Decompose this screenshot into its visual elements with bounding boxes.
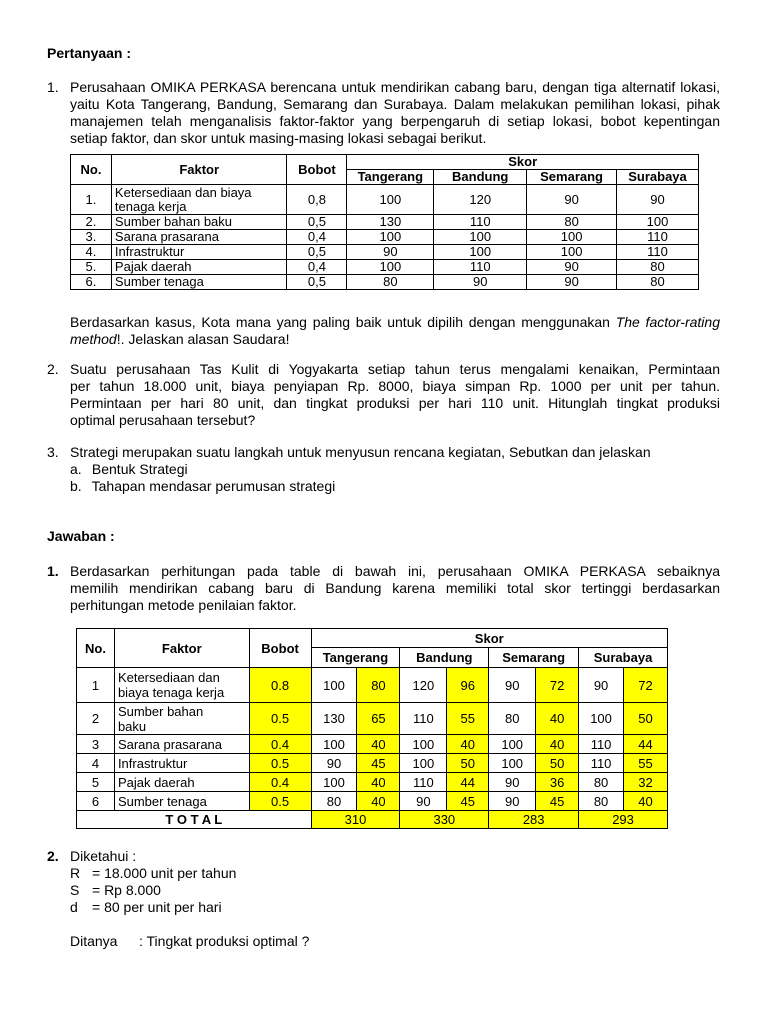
header-bobot: Bobot	[287, 155, 347, 185]
q2-line: Suatu perusahaan Tas Kulit di Yogyakarta setiap tahun terus mengalami kenaikan, Permintaan	[70, 361, 720, 377]
header-bobot: Bobot	[249, 629, 311, 668]
a2-item	[70, 865, 236, 882]
table-row	[71, 230, 699, 245]
cell-score: 90	[617, 185, 699, 215]
cell-score: 90	[527, 260, 617, 275]
cell-score: 80	[617, 260, 699, 275]
cell-faktor	[114, 703, 249, 735]
table-row	[77, 703, 668, 735]
cell-score: 80	[579, 792, 624, 811]
cell-score: 100	[579, 703, 624, 735]
cell-score: 90	[434, 275, 527, 290]
cell-score: 100	[311, 735, 357, 754]
cell-bobot: 0,8	[287, 185, 347, 215]
cell-weighted: 50	[447, 754, 489, 773]
a2-item-symbol: d	[70, 899, 78, 915]
table-row	[77, 735, 668, 754]
total-value: 330	[400, 811, 489, 829]
cell-bobot: 0,5	[287, 245, 347, 260]
total-value: 310	[311, 811, 400, 829]
cell-no: 3.	[71, 230, 112, 245]
cell-bobot: 0,4	[287, 260, 347, 275]
cell-score: 80	[527, 215, 617, 230]
cell-score: 90	[311, 754, 357, 773]
cell-score: 90	[579, 668, 624, 703]
cell-no: 4	[77, 754, 115, 773]
table-row	[77, 773, 668, 792]
cell-no: 5.	[71, 260, 112, 275]
q1-follow-up-text: !. Jelaskan alasan Saudara!	[116, 331, 290, 347]
cell-faktor	[114, 668, 249, 703]
cell-faktor: Sarana prasarana	[114, 735, 249, 754]
cell-score: 80	[489, 703, 536, 735]
header-location: Tangerang	[311, 648, 400, 668]
cell-score: 80	[579, 773, 624, 792]
cell-score: 100	[400, 735, 447, 754]
cell-faktor: Sarana prasarana	[111, 230, 287, 245]
q3-item	[70, 461, 188, 478]
cell-weighted: 72	[536, 668, 579, 703]
q1-line: Perusahaan OMIKA PERKASA berencana untuk mendirikan cabang baru, dengan tiga alternatif lokasi,	[70, 79, 720, 95]
cell-no: 6.	[71, 275, 112, 290]
cell-faktor: Pajak daerah	[111, 260, 287, 275]
cell-score: 130	[347, 215, 434, 230]
total-label: T O T A L	[77, 811, 312, 829]
cell-score: 110	[434, 260, 527, 275]
cell-score: 120	[434, 185, 527, 215]
cell-score: 100	[311, 773, 357, 792]
cell-faktor: Sumber bahan baku	[111, 215, 287, 230]
q2-text	[70, 361, 720, 429]
header-location: Semarang	[489, 648, 579, 668]
faktor-line: Ketersediaan dan	[117, 670, 220, 685]
cell-score: 110	[617, 230, 699, 245]
q2-line: per tahun 18.000 unit, biaya penyiapan Rp. 8000, biaya simpan Rp. 1000 per unit per tahun.	[70, 378, 720, 394]
q1-line: yaitu Kota Tangerang, Bandung, Semarang dan Surabaya. Dalam melakukan pemilihan lokasi, pihak	[70, 96, 720, 112]
cell-weighted: 55	[447, 703, 489, 735]
q1-line: setiap faktor, dan skor untuk masing-masing lokasi sebagai berikut.	[70, 130, 487, 146]
q2-number: 2.	[47, 361, 59, 377]
cell-score: 90	[347, 245, 434, 260]
cell-weighted: 45	[447, 792, 489, 811]
a2-item-symbol: S	[70, 882, 80, 898]
cell-bobot: 0,5	[287, 215, 347, 230]
pertanyaan-heading: Pertanyaan :	[47, 45, 132, 61]
cell-bobot: 0.4	[249, 773, 311, 792]
cell-weighted: 80	[357, 668, 400, 703]
cell-weighted: 32	[624, 773, 668, 792]
q2-line: Permintaan per hari 80 unit, dan tingkat produksi per hari 110 unit. Hitunglah tingkat produksi	[70, 395, 720, 411]
cell-score: 100	[489, 754, 536, 773]
faktor-line: baku	[117, 718, 147, 734]
a2-number: 2.	[47, 848, 59, 864]
cell-no: 5	[77, 773, 115, 792]
cell-weighted: 40	[536, 703, 579, 735]
a2-item	[70, 899, 222, 916]
a2-ditanya-text: : Tingkat produksi optimal ?	[139, 933, 310, 949]
cell-score: 110	[579, 754, 624, 773]
a2-ditanya	[70, 933, 309, 950]
a1-line: memilih mendirikan cabang baru di Bandung karena memiliki total skor tertinggi berdasarkan	[70, 580, 720, 596]
cell-weighted: 40	[536, 735, 579, 754]
cell-score: 100	[489, 735, 536, 754]
cell-weighted: 45	[536, 792, 579, 811]
cell-score: 90	[527, 275, 617, 290]
header-location: Bandung	[434, 170, 527, 185]
cell-score: 80	[617, 275, 699, 290]
cell-score: 90	[489, 792, 536, 811]
cell-score: 100	[347, 185, 434, 215]
a1-text	[70, 563, 720, 614]
q3-item-text: Bentuk Strategi	[91, 461, 188, 477]
cell-weighted: 72	[624, 668, 668, 703]
header-location: Tangerang	[347, 170, 434, 185]
cell-weighted: 40	[447, 735, 489, 754]
cell-score: 100	[347, 230, 434, 245]
cell-score: 100	[527, 245, 617, 260]
cell-score: 90	[400, 792, 447, 811]
cell-score: 90	[527, 185, 617, 215]
table-row	[71, 185, 699, 215]
cell-faktor: Infrastruktur	[111, 245, 287, 260]
cell-score: 90	[489, 773, 536, 792]
header-faktor: Faktor	[111, 155, 287, 185]
cell-no: 2.	[71, 215, 112, 230]
q1-number: 1.	[47, 79, 59, 95]
q2-line: optimal perusahaan tersebut?	[70, 412, 256, 428]
cell-weighted: 40	[357, 735, 400, 754]
faktor-line: tenaga kerja	[114, 198, 187, 214]
a2-ditanya-label: Ditanya	[70, 933, 118, 949]
cell-weighted: 36	[536, 773, 579, 792]
cell-score: 90	[489, 668, 536, 703]
cell-weighted: 50	[624, 703, 668, 735]
q3-item-label: a.	[70, 461, 82, 477]
cell-weighted: 44	[624, 735, 668, 754]
cell-no: 6	[77, 792, 115, 811]
cell-faktor: Sumber tenaga	[111, 275, 287, 290]
cell-score: 110	[400, 773, 447, 792]
cell-score: 130	[311, 703, 357, 735]
cell-score: 110	[579, 735, 624, 754]
a2-item-text: = 18.000 unit per tahun	[92, 865, 237, 881]
cell-faktor: Pajak daerah	[114, 773, 249, 792]
q3-item	[70, 478, 335, 495]
q1-follow-up-italic: The factor-rating	[615, 314, 720, 330]
cell-score: 100	[434, 230, 527, 245]
table-row	[77, 792, 668, 811]
cell-score: 100	[347, 260, 434, 275]
cell-faktor: Sumber tenaga	[114, 792, 249, 811]
a2-item-symbol: R	[70, 865, 81, 881]
cell-weighted: 65	[357, 703, 400, 735]
a1-number: 1.	[47, 563, 59, 579]
cell-weighted: 50	[536, 754, 579, 773]
q3-number: 3.	[47, 444, 59, 460]
cell-no: 1	[77, 668, 115, 703]
cell-weighted: 55	[624, 754, 668, 773]
cell-score: 100	[617, 215, 699, 230]
cell-no: 4.	[71, 245, 112, 260]
total-row	[77, 811, 668, 829]
q3-item-text: Tahapan mendasar perumusan strategi	[91, 478, 336, 494]
a1-score-table	[76, 628, 668, 829]
cell-score: 100	[311, 668, 357, 703]
cell-bobot: 0.5	[249, 792, 311, 811]
faktor-line: Ketersediaan dan biaya	[114, 184, 252, 200]
header-location: Surabaya	[617, 170, 699, 185]
q1-follow-up	[70, 314, 720, 348]
header-no: No.	[77, 629, 115, 668]
total-value: 293	[579, 811, 668, 829]
cell-bobot: 0,5	[287, 275, 347, 290]
header-location: Bandung	[400, 648, 489, 668]
cell-weighted: 96	[447, 668, 489, 703]
cell-bobot: 0.4	[249, 735, 311, 754]
cell-score: 100	[400, 754, 447, 773]
q3-text: Strategi merupakan suatu langkah untuk menyusun rencana kegiatan, Sebutkan dan jelaskan	[70, 444, 651, 460]
cell-score: 120	[400, 668, 447, 703]
cell-bobot: 0.5	[249, 703, 311, 735]
cell-faktor	[111, 185, 287, 215]
cell-score: 110	[434, 215, 527, 230]
a2-diketahui: Diketahui :	[70, 848, 137, 864]
cell-score: 110	[400, 703, 447, 735]
header-location: Surabaya	[579, 648, 668, 668]
header-faktor: Faktor	[114, 629, 249, 668]
header-skor: Skor	[311, 629, 667, 648]
q1-follow-up-text: Berdasarkan kasus, Kota mana yang paling baik untuk dipilih dengan menggunakan	[70, 314, 616, 330]
header-no: No.	[71, 155, 112, 185]
faktor-line: Sumber bahan	[117, 703, 204, 719]
cell-bobot: 0.8	[249, 668, 311, 703]
a1-line: perhitungan metode penilaian faktor.	[70, 597, 297, 613]
table-row	[77, 754, 668, 773]
cell-weighted: 40	[357, 773, 400, 792]
cell-score: 100	[527, 230, 617, 245]
table-row	[71, 215, 699, 230]
q1-text	[70, 79, 720, 147]
cell-no: 1.	[71, 185, 112, 215]
cell-bobot: 0.5	[249, 754, 311, 773]
a2-item-text: = Rp 8.000	[92, 882, 161, 898]
table-row	[71, 260, 699, 275]
a1-line: Berdasarkan perhitungan pada table di bawah ini, perusahaan OMIKA PERKASA sebaiknya	[70, 563, 720, 579]
cell-no: 2	[77, 703, 115, 735]
cell-weighted: 40	[357, 792, 400, 811]
jawaban-heading: Jawaban :	[47, 528, 115, 544]
cell-bobot: 0,4	[287, 230, 347, 245]
header-skor: Skor	[347, 155, 699, 170]
cell-score: 80	[347, 275, 434, 290]
cell-weighted: 44	[447, 773, 489, 792]
a2-item	[70, 882, 161, 899]
cell-weighted: 45	[357, 754, 400, 773]
q1-follow-up-italic: method	[70, 331, 117, 347]
table-row	[71, 275, 699, 290]
faktor-line: biaya tenaga kerja	[117, 685, 225, 700]
cell-score: 80	[311, 792, 357, 811]
cell-weighted: 40	[624, 792, 668, 811]
total-value: 283	[489, 811, 579, 829]
header-location: Semarang	[527, 170, 617, 185]
table-row	[77, 668, 668, 703]
table-row	[71, 245, 699, 260]
cell-score: 110	[617, 245, 699, 260]
a2-item-text: = 80 per unit per hari	[92, 899, 222, 915]
q3-item-label: b.	[70, 478, 82, 494]
q1-line: manajemen telah menganalisis faktor-faktor yang berpengaruh di setiap lokasi, bobot kepentingan	[70, 113, 720, 129]
cell-no: 3	[77, 735, 115, 754]
cell-score: 100	[434, 245, 527, 260]
cell-faktor: Infrastruktur	[114, 754, 249, 773]
q1-factor-table	[70, 154, 699, 290]
